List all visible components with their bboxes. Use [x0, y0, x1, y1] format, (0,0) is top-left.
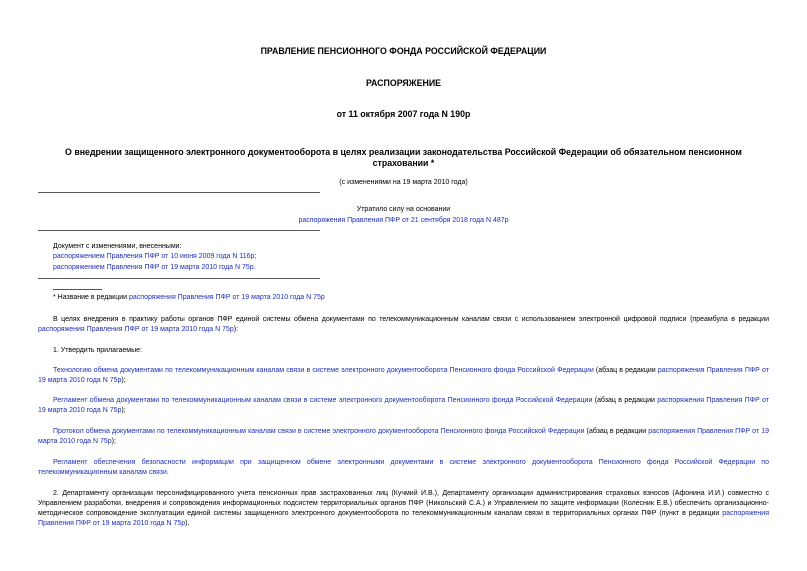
doc-paragraph-4: [38, 458, 769, 478]
doc-end-1: );: [121, 377, 126, 384]
org-heading: ПРАВЛЕНИЕ ПЕНСИОННОГО ФОНДА РОССИЙСКОЙ ФЕДЕРАЦИИ: [260, 46, 547, 56]
title-line-1: О внедрении защищенного электронного документооборота в целях реализации законодательства Российской Федерации об обязательном пенсионном: [65, 147, 742, 157]
invalid-text: Утратило силу на основании: [356, 206, 451, 213]
footnote-link[interactable]: распоряжения Правления ПФР от 19 марта 2010 года N 75р: [129, 294, 325, 301]
doc-end-3: );: [111, 438, 116, 445]
preamble-tail: ):: [233, 326, 239, 333]
doc-mid-3: (абзац в редакции: [584, 428, 649, 435]
doc-paragraph-2: [38, 396, 769, 416]
invalid-link[interactable]: распоряжения Правления ПФР от 21 сентября 2018 года N 487р: [298, 217, 509, 224]
preamble-paragraph: [38, 315, 769, 335]
doc-mid-2: (абзац в редакции: [592, 397, 658, 404]
footnote-divider: [53, 289, 102, 290]
changes-title: Документ с изменениями, внесенными:: [53, 243, 182, 250]
preamble-link[interactable]: распоряжения Правления ПФР от 19 марта 2010 года N 75р: [38, 326, 234, 333]
divider-2: [38, 230, 320, 231]
document-title: [0, 147, 807, 169]
doc-ref-1[interactable]: распоряжения Правления ПФР от 19 марта 2010 года N 75р: [38, 367, 769, 384]
item-2-link[interactable]: распоряжения Правления ПФР от 19 марта 2010 года N 75р: [38, 510, 769, 527]
date-number-heading: от 11 октября 2007 года N 190р: [336, 109, 471, 119]
doc-link-security-reglament[interactable]: Регламент обеспечения безопасности информации при защищенном обмене электронными документами в системе электронного документооборота Пенсионного фонда Российской Федерации по телекоммуникационным каналам связи.: [38, 459, 769, 476]
doc-paragraph-1: [38, 366, 769, 386]
preamble-text: В целях внедрения в практику работы органов ПФР единой системы обмена документами по телекоммуникационным каналам связи с использованием электронной цифровой подписи (преамбула в редакции: [53, 316, 769, 323]
footnote-prefix: * Название в редакции: [53, 294, 128, 301]
doc-paragraph-3: [38, 427, 769, 447]
doc-mid-1: (абзац в редакции: [593, 367, 658, 374]
doc-link-protocol[interactable]: Протокол обмена документами по телекоммуникационным каналам связи в системе электронного документооборота Пенсионного фонда Российской Федерации: [53, 428, 585, 435]
title-line-2: страховании *: [372, 158, 435, 168]
change-link-2[interactable]: распоряжением Правления ПФР от 19 марта 2010 года N 75р.: [53, 264, 256, 271]
doc-type-heading: РАСПОРЯЖЕНИЕ: [365, 78, 442, 88]
divider-1: [38, 192, 320, 193]
item-2-tail: ).: [185, 520, 190, 527]
change-link-1[interactable]: распоряжением Правления ПФР от 10 июня 2009 года N 116р;: [53, 253, 257, 260]
doc-end-2: );: [121, 407, 126, 414]
amended-note: (с изменениями на 19 марта 2010 года): [339, 179, 468, 186]
item-2-text: 2. Департаменту организации персонифицированного учета пенсионных прав застрахованных лиц (Кучмий И.В.), Департаменту организации администрирования страховых взносов (Афонина И.И.) совместно с Управлением разработки, внедрения и сопровождения информационных подсистем территориальных органов ПФР (Никольский С.А.) и Управлением по защите информации (Колесник Е.В.) обеспечить организационно-методическое сопровождение эксплуатации единой системы защищенного электронного документооборота по телекоммуникационным каналам связи в территориальных органах ПФР (пункт в редакции: [38, 490, 769, 517]
doc-link-exchange-reglament[interactable]: Регламент обмена документами по телекоммуникационным каналам связи в системе электронного документооборота Пенсионного фонда Российской Федерации: [53, 397, 593, 404]
footnote: [53, 293, 325, 303]
item-1: 1. Утвердить прилагаемые:: [53, 347, 142, 354]
divider-3: [38, 278, 320, 279]
item-2-paragraph: [38, 489, 769, 529]
doc-link-technology[interactable]: Технологию обмена документами по телекоммуникационным каналам связи в системе электронного документооборота Пенсионного фонда Российской Федерации: [53, 367, 594, 374]
doc-ref-2[interactable]: распоряжения Правления ПФР от 19 марта 2010 года N 75р: [38, 397, 769, 414]
doc-ref-3[interactable]: распоряжения Правления ПФР от 19 марта 2010 года N 75р: [38, 428, 769, 445]
